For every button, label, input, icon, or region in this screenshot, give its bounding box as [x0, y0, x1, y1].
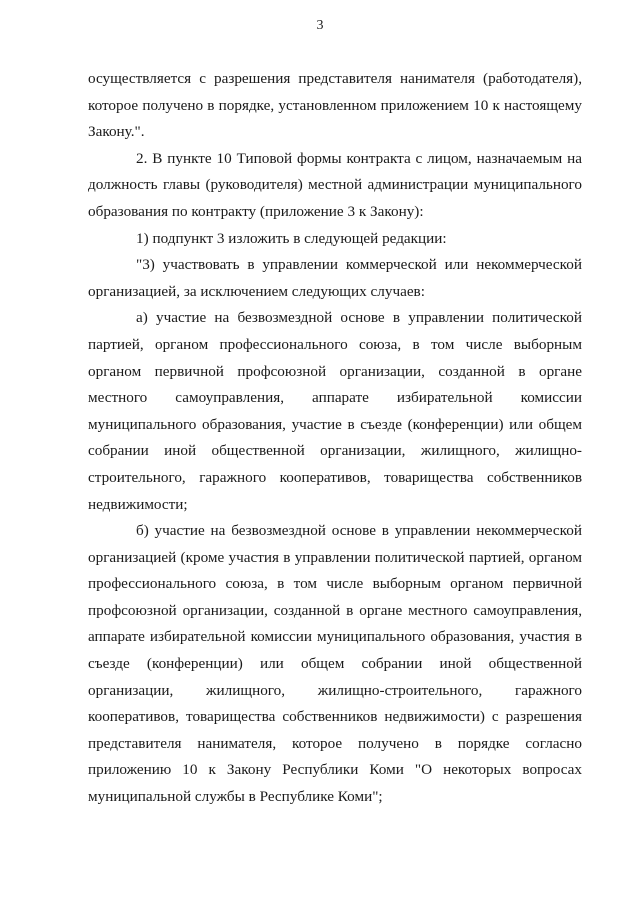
paragraph-item-2: 2. В пункте 10 Типовой формы контракта с лицом, назначаемым на должность главы (руководителя) местной администрации муниципального образования по контракту (приложение 3 к Закону):	[88, 149, 582, 220]
paragraph-subitem-a: а) участие на безвозмездной основе в управлении политической партией, органом профессионального союза, в том числе выборным органом первичной профсоюзной организации, созданной в органе местного самоуправления, аппарате избирательной комиссии муниципального образования, участие в съезде (конференции) или общем собрании иной общественной организации, жилищного, жилищно-строительного, гаражного кооперативов, товарищества собственников недвижимости;	[88, 309, 582, 513]
page-number: 3	[316, 18, 324, 33]
paragraph-quoted-3: "3) участвовать в управлении коммерческой или некоммерческой организацией, за исключением следующих случаев:	[88, 256, 582, 300]
document-body	[88, 66, 582, 811]
paragraph-subitem-1: 1) подпункт 3 изложить в следующей редакции:	[136, 229, 447, 247]
paragraph-continuation: осуществляется с разрешения представителя нанимателя (работодателя), которое получено в порядке, установленном приложением 10 к настоящему Закону.".	[88, 70, 582, 141]
paragraph-subitem-b: б) участие на безвозмездной основе в управлении некоммерческой организацией (кроме участия в управлении политической партией, органом профессионального союза, в том числе выборным органом первичной профсоюзной организации, созданной в органе местного самоуправления, аппарате избирательной комиссии муниципального образования, участия в съезде (конференции) или общем собрании иной общественной организации, жилищного, жилищно-строительного, гаражного кооперативов, товарищества собственников недвижимости) с разрешения представителя нанимателя, которое получено в порядке согласно приложению 10 к Закону Республики Коми "О некоторых вопросах муниципальной службы в Республике Коми";	[88, 522, 582, 806]
